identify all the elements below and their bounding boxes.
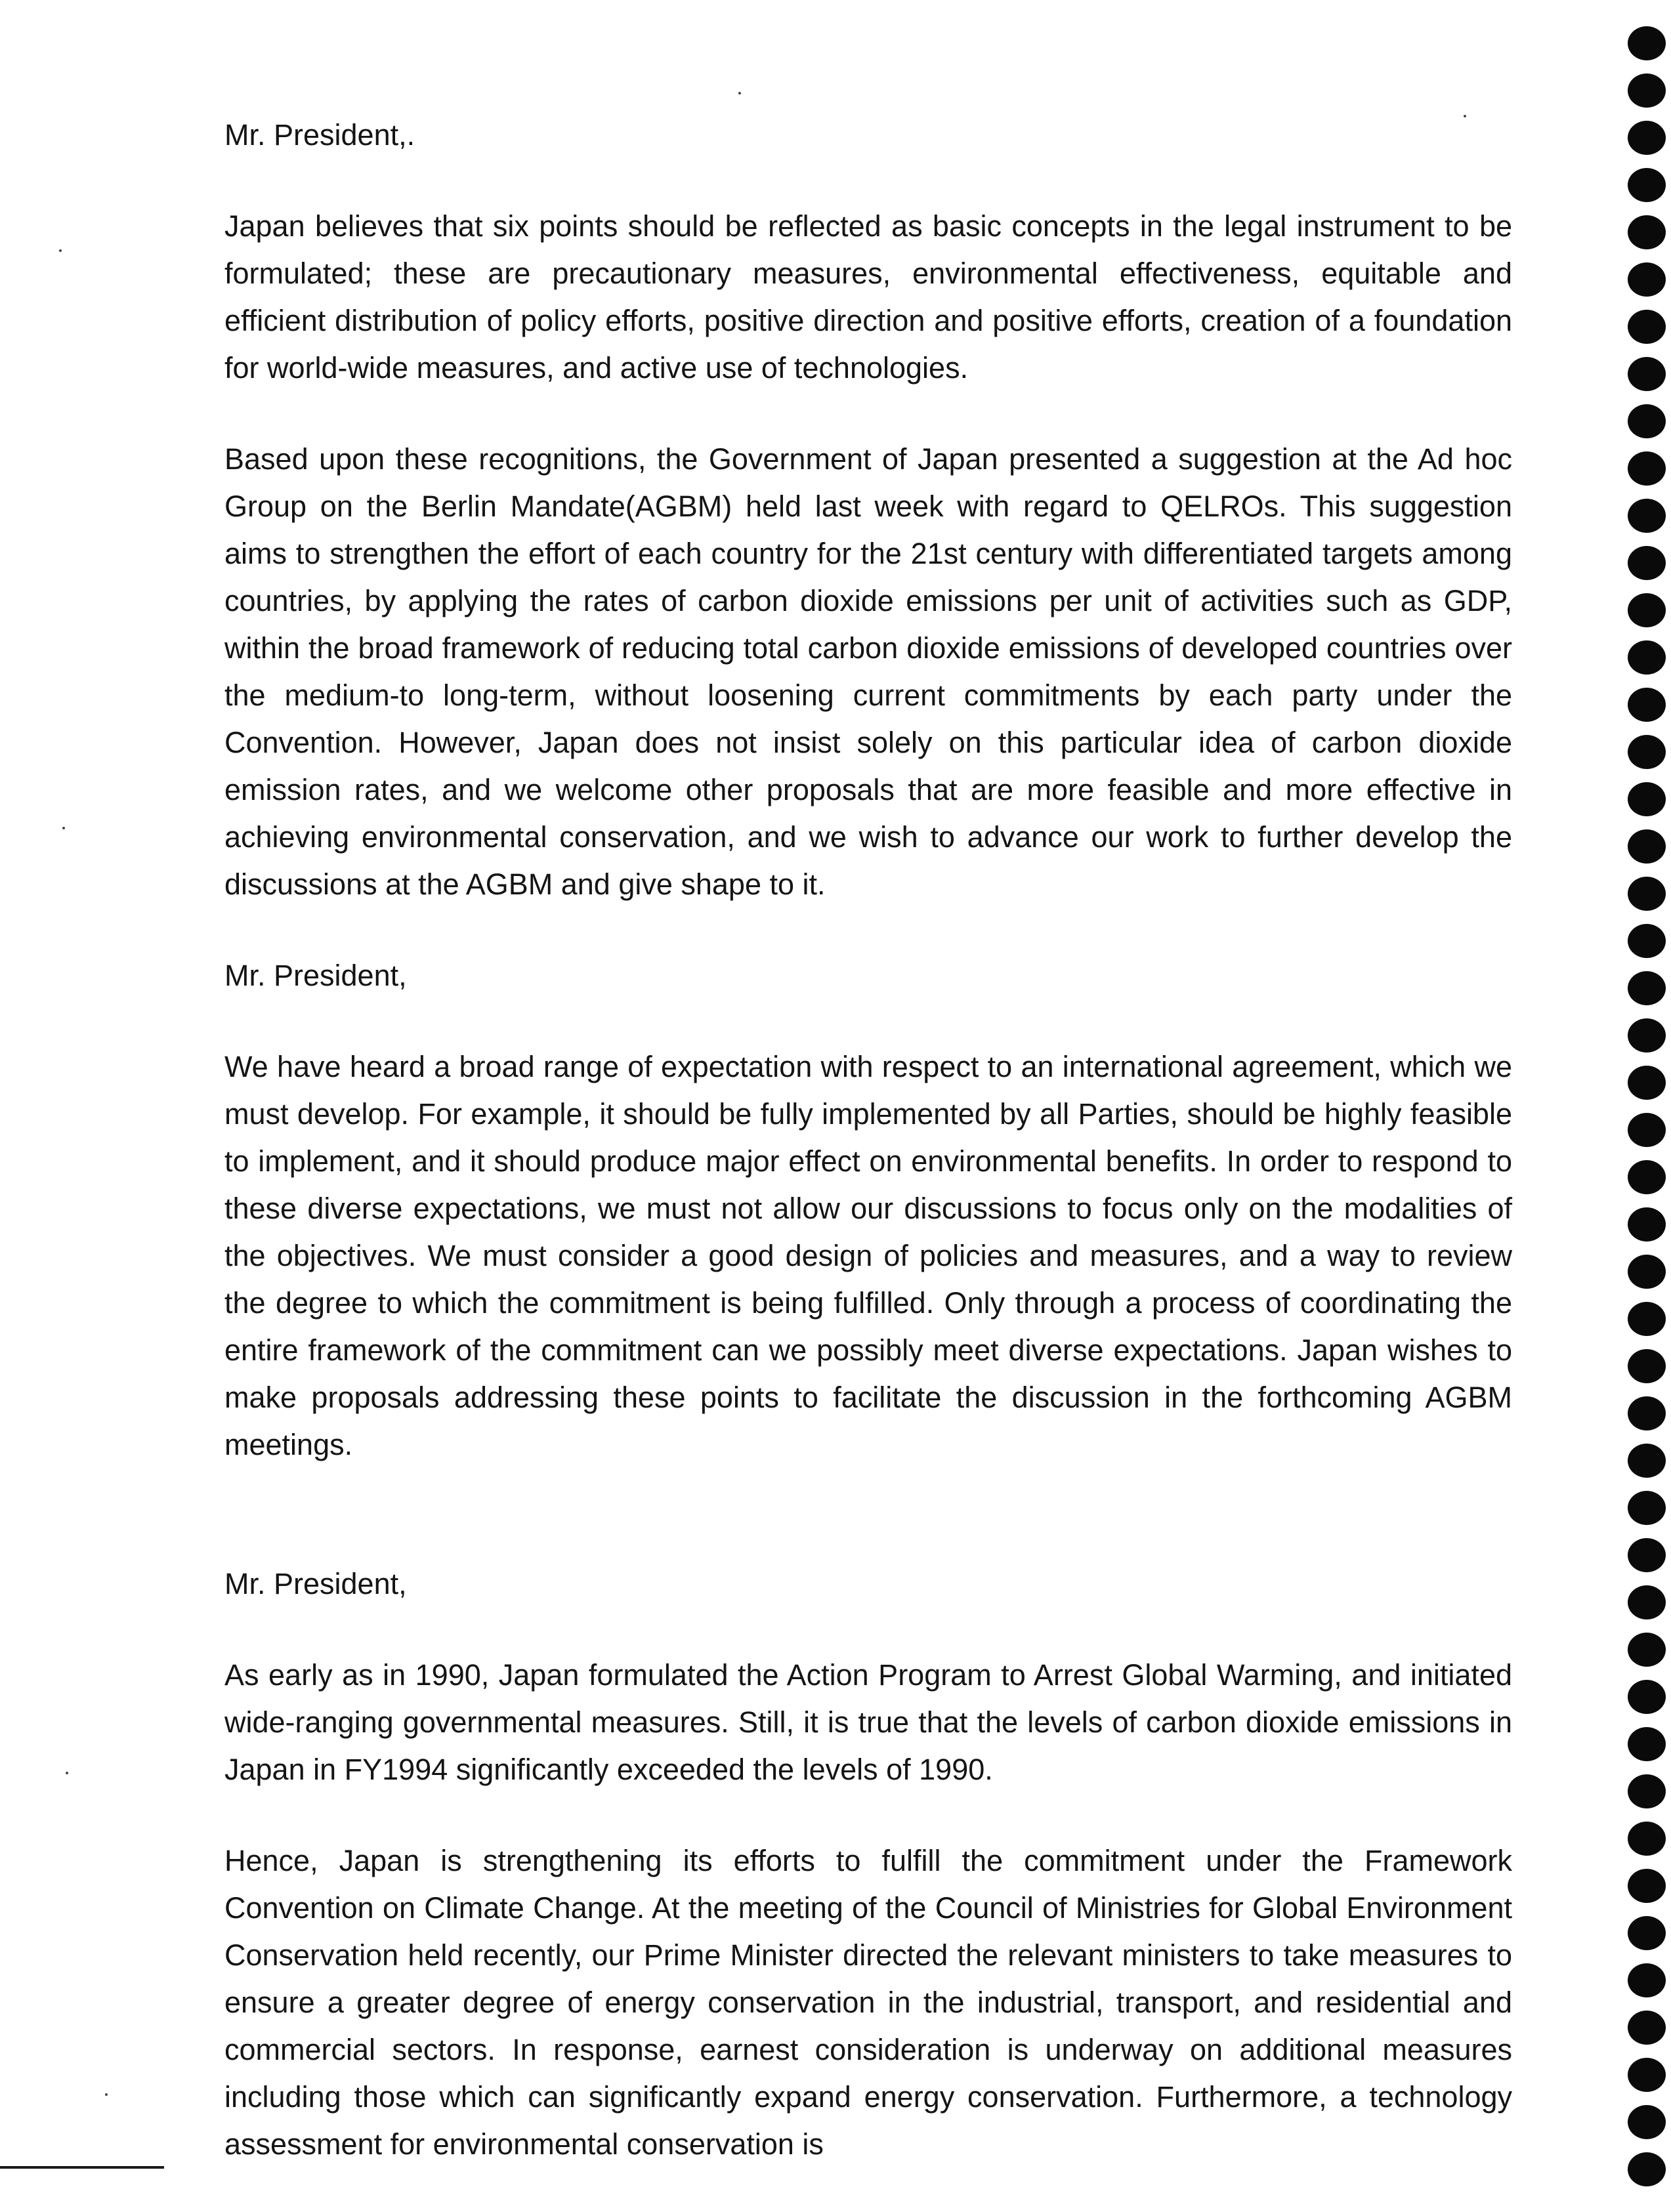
binder-hole	[1628, 2058, 1666, 2092]
paragraph-expectations: We have heard a broad range of expectation with respect to an international agreement, which we must develop. For example, it should be fully implemented by all Parties, should be highly feasible to implement, and it should produce major effect on environmental benefits. In order to respond to these diverse expectations, we must not allow our discussions to focus only on the modalities of the objectives. We must consider a good design of policies and measures, and a way to review the degree to which the commitment is being fulfilled. Only through a process of coordinating the entire framework of the commitment can we possibly meet diverse expectations. Japan wishes to make proposals addressing these points to facilitate the discussion in the forthcoming AGBM meetings.	[224, 1050, 1512, 1461]
paragraph-six-points: Japan believes that six points should be reflected as basic concepts in the legal instrument to be formulated; these are precautionary measures, environmental effectiveness, equitable and efficient distribution of policy efforts, positive direction and positive efforts, creation of a foundation for world-wide measures, and active use of technologies.	[224, 209, 1512, 385]
binder-hole	[1628, 357, 1666, 391]
scan-edge-line	[0, 2166, 164, 2169]
binder-hole	[1628, 829, 1666, 864]
salutation-1: Mr. President,.	[224, 118, 415, 152]
binder-hole	[1628, 1396, 1666, 1430]
paragraph-action-program: As early as in 1990, Japan formulated the Action Program to Arrest Global Warming, and initiated wide-ranging governmental measures. Still, it is true that the levels of carbon dioxide emissions in Japan in FY1994 significantly exceeded the levels of 1990.	[224, 1658, 1512, 1786]
paragraph-strengthening-efforts: Hence, Japan is strengthening its efforts to fulfill the commitment under the Framework Convention on Climate Change. At the meeting of the Council of Ministries for Global Environment Conservation held recently, our Prime Minister directed the relevant ministers to take measures to ensure a greater degree of energy conservation in the industrial, transport, and residential and commercial sectors. In response, earnest consideration is underway on additional measures including those which can significantly expand energy conservation. Furthermore, a technology assessment for environmental conservation is	[224, 1844, 1512, 2161]
binder-hole	[1628, 499, 1666, 533]
binder-hole	[1628, 1774, 1666, 1808]
binder-hole	[1628, 735, 1666, 769]
binder-hole	[1628, 1916, 1666, 1950]
binder-hole	[1628, 168, 1666, 202]
scan-speck	[1464, 115, 1466, 117]
binder-hole	[1628, 262, 1666, 297]
salutation-2: Mr. President,	[224, 959, 407, 992]
binder-hole	[1628, 1633, 1666, 1667]
binder-hole	[1628, 2011, 1666, 2045]
binder-hole	[1628, 404, 1666, 438]
scan-speck	[62, 827, 65, 829]
binder-hole	[1628, 1160, 1666, 1194]
binder-hole	[1628, 2105, 1666, 2139]
binder-hole	[1628, 73, 1666, 108]
binder-hole	[1628, 451, 1666, 486]
binder-holes	[1605, 0, 1671, 2187]
scan-speck	[738, 92, 741, 94]
binder-hole	[1628, 1444, 1666, 1478]
binder-hole	[1628, 26, 1666, 60]
binder-hole	[1628, 1538, 1666, 1572]
binder-hole	[1628, 546, 1666, 580]
binder-hole	[1628, 640, 1666, 675]
binder-hole	[1628, 2152, 1666, 2186]
binder-hole	[1628, 1963, 1666, 1997]
binder-hole	[1628, 1302, 1666, 1336]
binder-hole	[1628, 1491, 1666, 1525]
salutation-3: Mr. President,	[224, 1567, 407, 1600]
binder-hole	[1628, 1066, 1666, 1100]
scan-speck	[59, 249, 62, 252]
document-body	[224, 112, 1512, 2212]
binder-hole	[1628, 1727, 1666, 1761]
scan-speck	[105, 2093, 108, 2096]
binder-hole	[1628, 924, 1666, 958]
binder-hole	[1628, 1349, 1666, 1383]
binder-hole	[1628, 1255, 1666, 1289]
binder-hole	[1628, 310, 1666, 344]
binder-hole	[1628, 877, 1666, 911]
binder-hole	[1628, 782, 1666, 816]
binder-hole	[1628, 1113, 1666, 1147]
binder-hole	[1628, 1207, 1666, 1242]
binder-hole	[1628, 593, 1666, 627]
binder-hole	[1628, 1869, 1666, 1903]
paragraph-qelros-suggestion: Based upon these recognitions, the Government of Japan presented a suggestion at the Ad hoc Group on the Berlin Mandate(AGBM) held last week with regard to QELROs. This suggestion aims to strengthen the effort of each country for the 21st century with differentiated targets among countries, by applying the rates of carbon dioxide emissions per unit of activities such as GDP, within the broad framework of reducing total carbon dioxide emissions of developed countries over the medium-to long-term, without loosening current commitments by each party under the Convention. However, Japan does not insist solely on this particular idea of carbon dioxide emission rates, and we welcome other proposals that are more feasible and more effective in achieving environmental conservation, and we wish to advance our work to further develop the discussions at the AGBM and give shape to it.	[224, 442, 1512, 901]
binder-hole	[1628, 1680, 1666, 1714]
binder-hole	[1628, 121, 1666, 155]
scan-speck	[66, 1772, 68, 1774]
binder-hole	[1628, 971, 1666, 1005]
binder-hole	[1628, 215, 1666, 249]
binder-hole	[1628, 688, 1666, 722]
binder-hole	[1628, 1018, 1666, 1053]
binder-hole	[1628, 1822, 1666, 1856]
binder-hole	[1628, 1585, 1666, 1619]
